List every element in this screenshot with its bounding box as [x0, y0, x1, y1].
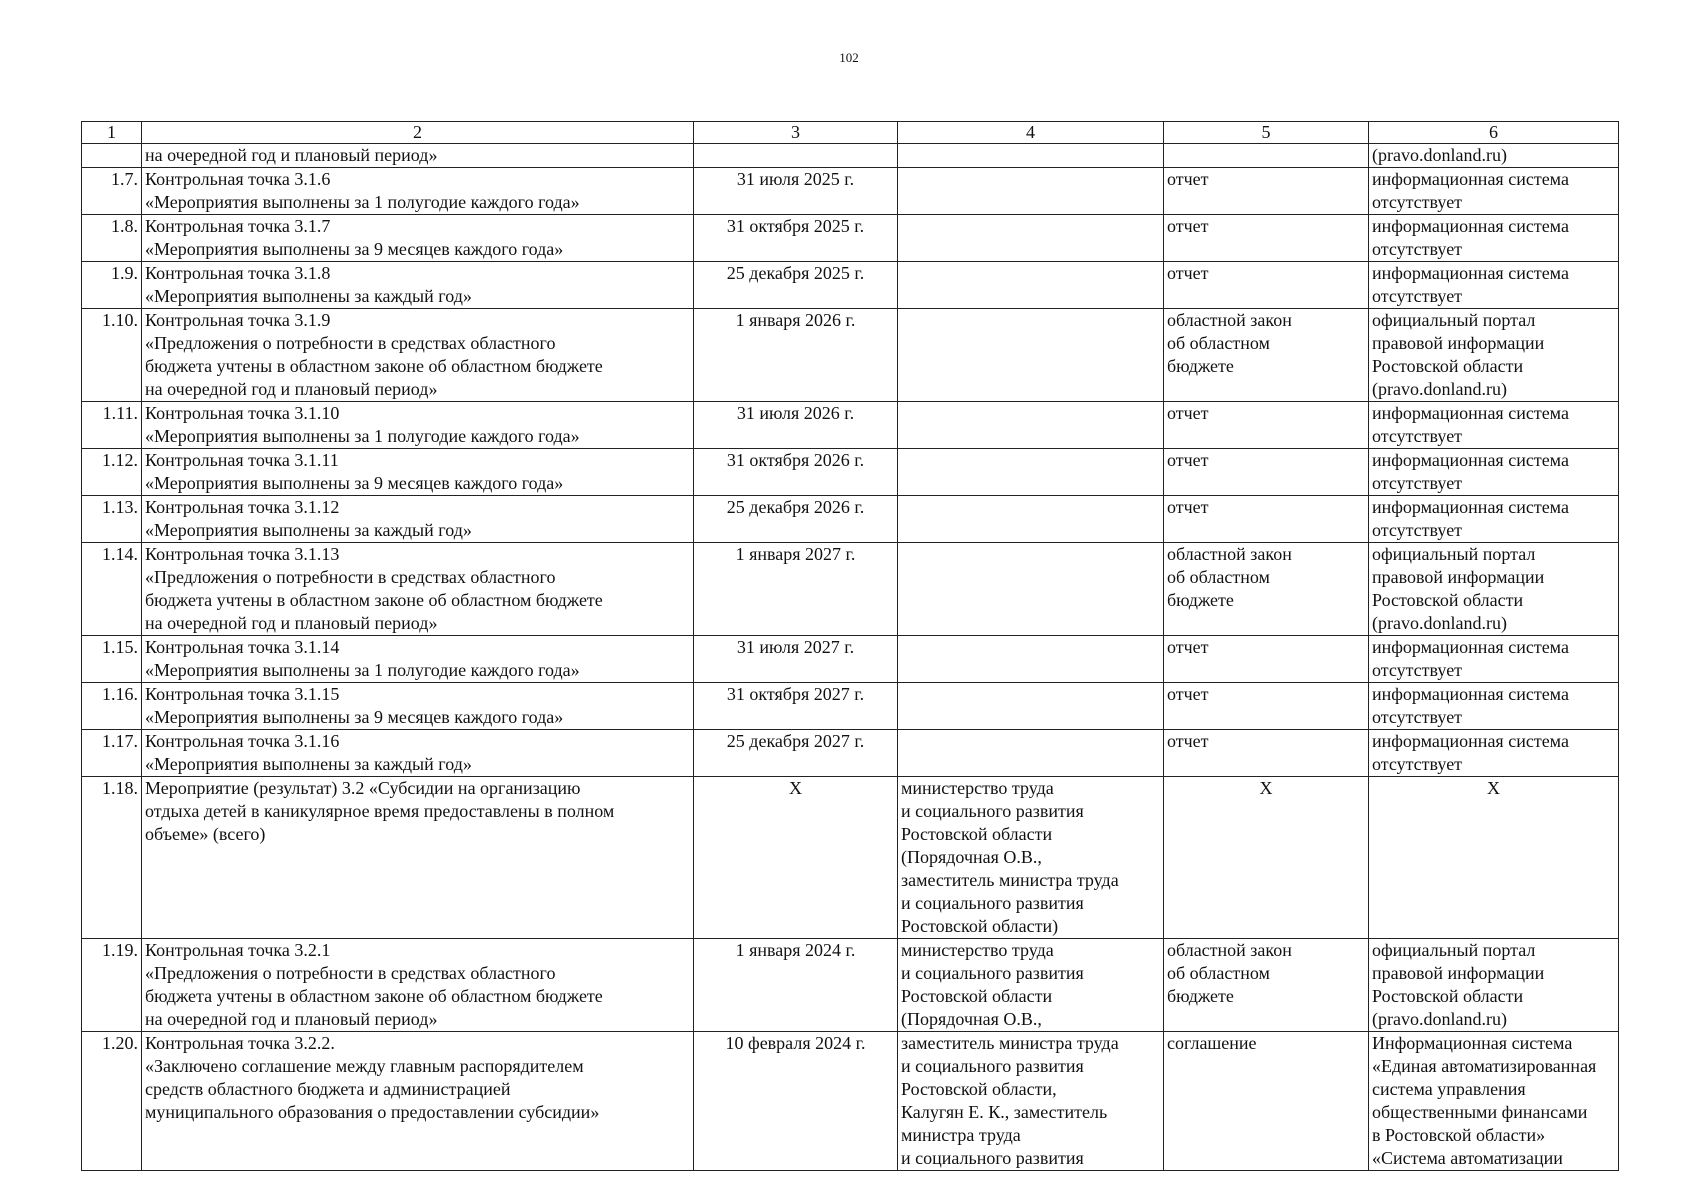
cell-line: отчет	[1167, 684, 1209, 704]
cell-line: 1.17.	[102, 731, 138, 751]
row-responsible	[898, 262, 1164, 309]
cell-line: бюджета учтены в областном законе об областном бюджете	[145, 986, 603, 1006]
cell-line: «Мероприятия выполнены за 1 полугодие каждого года»	[145, 192, 580, 212]
cell-line: Контрольная точка 3.1.14	[145, 637, 340, 657]
row-description	[142, 683, 694, 730]
row-number	[82, 730, 142, 777]
row-responsible	[898, 543, 1164, 636]
cell-line: муниципального образования о предоставлении субсидии»	[145, 1102, 600, 1122]
row-responsible	[898, 939, 1164, 1032]
cell-line: бюджете	[1167, 590, 1234, 610]
row-information-system	[1369, 636, 1619, 683]
header-cell-1: 1	[82, 122, 142, 144]
cell-line: отчет	[1167, 637, 1209, 657]
cell-line: «Предложения о потребности в средствах областного	[145, 963, 556, 983]
control-points-table	[81, 121, 1619, 1171]
table-row	[82, 449, 1619, 496]
cell-line: отсутствует	[1372, 473, 1463, 493]
row-document	[1164, 496, 1369, 543]
row-document	[1164, 144, 1369, 168]
row-description	[142, 449, 694, 496]
cell-line: 1.14.	[102, 544, 138, 564]
cell-line: информационная система	[1372, 497, 1569, 517]
cell-line: 1.15.	[102, 637, 138, 657]
header-cell-5: 5	[1164, 122, 1369, 144]
cell-line: Контрольная точка 3.1.11	[145, 450, 339, 470]
cell-line: соглашение	[1167, 1033, 1257, 1053]
cell-line: «Мероприятия выполнены за 1 полугодие каждого года»	[145, 426, 580, 446]
row-responsible	[898, 309, 1164, 402]
cell-line: отчет	[1167, 263, 1209, 283]
row-information-system	[1369, 496, 1619, 543]
cell-line: министерство труда	[901, 778, 1054, 798]
row-number	[82, 1032, 142, 1171]
cell-line: информационная система	[1372, 169, 1569, 189]
row-information-system	[1369, 449, 1619, 496]
row-document	[1164, 168, 1369, 215]
cell-line: «Мероприятия выполнены за 9 месяцев каждого года»	[145, 239, 564, 259]
row-number	[82, 939, 142, 1032]
cell-line: заместитель министра труда	[901, 1033, 1119, 1053]
cell-line: система управления	[1372, 1079, 1526, 1099]
cell-line: 10 февраля 2024 г.	[725, 1033, 866, 1053]
cell-line: отчет	[1167, 450, 1209, 470]
row-responsible	[898, 496, 1164, 543]
cell-line: 1.12.	[102, 450, 138, 470]
row-document	[1164, 262, 1369, 309]
cell-line: областной закон	[1167, 544, 1292, 564]
row-information-system	[1369, 777, 1619, 939]
row-number	[82, 262, 142, 309]
row-responsible	[898, 144, 1164, 168]
cell-line: бюджете	[1167, 986, 1234, 1006]
row-information-system	[1369, 730, 1619, 777]
row-description	[142, 496, 694, 543]
row-date	[694, 144, 898, 168]
row-description	[142, 1032, 694, 1171]
cell-line: информационная система	[1372, 263, 1569, 283]
table-row	[82, 1032, 1619, 1171]
cell-line: правовой информации	[1372, 963, 1545, 983]
cell-line: бюджете	[1167, 356, 1234, 376]
cell-line: отсутствует	[1372, 192, 1463, 212]
row-number	[82, 215, 142, 262]
row-information-system	[1369, 309, 1619, 402]
row-number	[82, 636, 142, 683]
cell-line: 31 июля 2027 г.	[736, 637, 855, 657]
cell-line: и социального развития	[901, 801, 1084, 821]
cell-line: 25 декабря 2026 г.	[726, 497, 865, 517]
row-document	[1164, 402, 1369, 449]
row-date	[694, 730, 898, 777]
cell-line: 25 декабря 2027 г.	[726, 731, 865, 751]
cell-line: информационная система	[1372, 684, 1569, 704]
cell-line: 31 октября 2026 г.	[726, 450, 865, 470]
row-number	[82, 309, 142, 402]
header-cell-4: 4	[898, 122, 1164, 144]
row-responsible	[898, 777, 1164, 939]
cell-line: на очередной год и плановый период»	[145, 379, 438, 399]
cell-line: 31 июля 2026 г.	[736, 403, 855, 423]
cell-line: об областном	[1167, 963, 1270, 983]
cell-line: (pravo.donland.ru)	[1372, 1009, 1507, 1029]
cell-line: бюджета учтены в областном законе об областном бюджете	[145, 590, 603, 610]
cell-line: (Порядочная О.В.,	[901, 1009, 1042, 1029]
cell-line: X	[789, 778, 802, 798]
row-document	[1164, 939, 1369, 1032]
cell-line: официальный портал	[1372, 940, 1536, 960]
header-cell-2: 2	[142, 122, 694, 144]
cell-line: Контрольная точка 3.1.10	[145, 403, 340, 423]
cell-line: официальный портал	[1372, 544, 1536, 564]
cell-line: министра труда	[901, 1125, 1021, 1145]
cell-line: и социального развития	[901, 1056, 1084, 1076]
row-number	[82, 144, 142, 168]
cell-line: 25 декабря 2025 г.	[726, 263, 865, 283]
cell-line: отчет	[1167, 731, 1209, 751]
row-date	[694, 636, 898, 683]
row-date	[694, 168, 898, 215]
cell-line: 1.8.	[111, 216, 138, 236]
cell-line: на очередной год и плановый период»	[145, 145, 438, 165]
row-number	[82, 402, 142, 449]
table-row	[82, 636, 1619, 683]
row-information-system	[1369, 683, 1619, 730]
row-document	[1164, 636, 1369, 683]
cell-line: X	[1487, 778, 1500, 798]
cell-line: отчет	[1167, 403, 1209, 423]
cell-line: заместитель министра труда	[901, 870, 1119, 890]
cell-line: отсутствует	[1372, 707, 1463, 727]
row-description	[142, 402, 694, 449]
cell-line: информационная система	[1372, 403, 1569, 423]
cell-line: информационная система	[1372, 637, 1569, 657]
table-row	[82, 730, 1619, 777]
row-document	[1164, 730, 1369, 777]
cell-line: X	[1259, 778, 1273, 798]
cell-line: Контрольная точка 3.2.2.	[145, 1033, 335, 1053]
row-number	[82, 543, 142, 636]
cell-line: областной закон	[1167, 940, 1292, 960]
cell-line: бюджета учтены в областном законе об областном бюджете	[145, 356, 603, 376]
row-document	[1164, 215, 1369, 262]
cell-line: 31 октября 2025 г.	[726, 216, 865, 236]
cell-line: отсутствует	[1372, 754, 1463, 774]
row-information-system	[1369, 215, 1619, 262]
table-row	[82, 939, 1619, 1032]
table-row	[82, 262, 1619, 309]
table-row	[82, 144, 1619, 168]
cell-line: отчет	[1167, 169, 1209, 189]
row-document	[1164, 543, 1369, 636]
cell-line: «Мероприятия выполнены за каждый год»	[145, 520, 472, 540]
cell-line: Ростовской области	[901, 824, 1053, 844]
table-row	[82, 309, 1619, 402]
row-date	[694, 496, 898, 543]
cell-line: «Мероприятия выполнены за каждый год»	[145, 286, 472, 306]
cell-line: Ростовской области)	[901, 916, 1059, 936]
cell-line: Контрольная точка 3.1.16	[145, 731, 340, 751]
cell-line: Мероприятие (результат) 3.2 «Субсидии на организацию	[145, 778, 581, 798]
cell-line: об областном	[1167, 333, 1270, 353]
table-row	[82, 168, 1619, 215]
cell-line: 1.19.	[102, 940, 138, 960]
cell-line: «Мероприятия выполнены за каждый год»	[145, 754, 472, 774]
cell-line: и социального развития	[901, 1148, 1084, 1168]
row-responsible	[898, 449, 1164, 496]
cell-line: (pravo.donland.ru)	[1372, 613, 1507, 633]
cell-line: (pravo.donland.ru)	[1372, 145, 1507, 165]
cell-line: 1 января 2027 г.	[735, 544, 856, 564]
row-number	[82, 168, 142, 215]
row-date	[694, 309, 898, 402]
cell-line: отчет	[1167, 216, 1209, 236]
cell-line: Калугян Е. К., заместитель	[901, 1102, 1108, 1122]
cell-line: информационная система	[1372, 216, 1569, 236]
table-row	[82, 496, 1619, 543]
cell-line: 1.18.	[102, 778, 138, 798]
cell-line: 31 октября 2027 г.	[726, 684, 865, 704]
cell-line: 31 июля 2025 г.	[736, 169, 855, 189]
row-description	[142, 309, 694, 402]
cell-line: Контрольная точка 3.1.9	[145, 310, 331, 330]
cell-line: Ростовской области,	[901, 1079, 1057, 1099]
row-date	[694, 777, 898, 939]
cell-line: 1.13.	[102, 497, 138, 517]
cell-line: «Предложения о потребности в средствах областного	[145, 333, 556, 353]
table-body	[82, 122, 1619, 1171]
row-responsible	[898, 730, 1164, 777]
header-cell-6: 6	[1369, 122, 1619, 144]
cell-line: в Ростовской области»	[1372, 1125, 1546, 1145]
row-date	[694, 1032, 898, 1171]
cell-line: информационная система	[1372, 731, 1569, 751]
cell-line: об областном	[1167, 567, 1270, 587]
cell-line: отсутствует	[1372, 520, 1463, 540]
page-number: 102	[839, 50, 859, 65]
cell-line: отдыха детей в каникулярное время предоставлены в полном	[145, 801, 615, 821]
row-responsible	[898, 402, 1164, 449]
cell-line: отсутствует	[1372, 239, 1463, 259]
cell-line: 1.11.	[102, 403, 138, 423]
cell-line: 1.7.	[111, 169, 138, 189]
row-description	[142, 215, 694, 262]
row-description	[142, 636, 694, 683]
cell-line: 1.9.	[111, 263, 138, 283]
row-date	[694, 683, 898, 730]
cell-line: Ростовской области	[1372, 356, 1524, 376]
cell-line: официальный портал	[1372, 310, 1536, 330]
row-document	[1164, 777, 1369, 939]
row-number	[82, 683, 142, 730]
header-row	[82, 122, 1619, 144]
cell-line: отчет	[1167, 497, 1209, 517]
row-description	[142, 939, 694, 1032]
cell-line: Контрольная точка 3.1.6	[145, 169, 331, 189]
cell-line: министерство труда	[901, 940, 1054, 960]
cell-line: отсутствует	[1372, 286, 1463, 306]
cell-line: Контрольная точка 3.1.15	[145, 684, 340, 704]
cell-line: Контрольная точка 3.2.1	[145, 940, 331, 960]
cell-line: «Мероприятия выполнены за 9 месяцев каждого года»	[145, 473, 564, 493]
row-date	[694, 543, 898, 636]
row-information-system	[1369, 402, 1619, 449]
cell-line: средств областного бюджета и администрацией	[145, 1079, 511, 1099]
row-description	[142, 543, 694, 636]
cell-line: отсутствует	[1372, 426, 1463, 446]
cell-line: 1 января 2026 г.	[735, 310, 856, 330]
cell-line: информационная система	[1372, 450, 1569, 470]
row-number	[82, 777, 142, 939]
cell-line: и социального развития	[901, 893, 1084, 913]
cell-line: объеме» (всего)	[145, 824, 266, 844]
row-responsible	[898, 215, 1164, 262]
cell-line: «Мероприятия выполнены за 1 полугодие каждого года»	[145, 660, 580, 680]
row-responsible	[898, 168, 1164, 215]
table-row	[82, 402, 1619, 449]
header-cell-3: 3	[694, 122, 898, 144]
cell-line: областной закон	[1167, 310, 1292, 330]
table-row	[82, 215, 1619, 262]
row-information-system	[1369, 939, 1619, 1032]
cell-line: (Порядочная О.В.,	[901, 847, 1042, 867]
row-description	[142, 168, 694, 215]
row-document	[1164, 1032, 1369, 1171]
cell-line: Ростовской области	[901, 986, 1053, 1006]
cell-line: на очередной год и плановый период»	[145, 613, 438, 633]
row-responsible	[898, 683, 1164, 730]
row-document	[1164, 683, 1369, 730]
row-date	[694, 939, 898, 1032]
row-number	[82, 449, 142, 496]
cell-line: Контрольная точка 3.1.8	[145, 263, 331, 283]
row-description	[142, 262, 694, 309]
table-row	[82, 777, 1619, 939]
cell-line: правовой информации	[1372, 567, 1545, 587]
cell-line: правовой информации	[1372, 333, 1545, 353]
row-responsible	[898, 636, 1164, 683]
cell-line: «Предложения о потребности в средствах областного	[145, 567, 556, 587]
cell-line: Контрольная точка 3.1.12	[145, 497, 340, 517]
cell-line: «Мероприятия выполнены за 9 месяцев каждого года»	[145, 707, 564, 727]
row-date	[694, 215, 898, 262]
cell-line: отсутствует	[1372, 660, 1463, 680]
row-information-system	[1369, 262, 1619, 309]
row-date	[694, 262, 898, 309]
cell-line: Ростовской области	[1372, 590, 1524, 610]
row-information-system	[1369, 168, 1619, 215]
cell-line: на очередной год и плановый период»	[145, 1009, 438, 1029]
row-date	[694, 402, 898, 449]
row-document	[1164, 309, 1369, 402]
row-information-system	[1369, 144, 1619, 168]
row-information-system	[1369, 1032, 1619, 1171]
row-document	[1164, 449, 1369, 496]
cell-line: 1.10.	[102, 310, 138, 330]
cell-line: «Заключено соглашение между главным распорядителем	[145, 1056, 584, 1076]
row-description	[142, 730, 694, 777]
row-responsible	[898, 1032, 1164, 1171]
row-description	[142, 777, 694, 939]
cell-line: Ростовской области	[1372, 986, 1524, 1006]
cell-line: Контрольная точка 3.1.13	[145, 544, 340, 564]
cell-line: (pravo.donland.ru)	[1372, 379, 1507, 399]
cell-line: общественными финансами	[1372, 1102, 1588, 1122]
table-row	[82, 683, 1619, 730]
cell-line: и социального развития	[901, 963, 1084, 983]
cell-line: 1.16.	[102, 684, 138, 704]
cell-line: «Система автоматизации	[1372, 1148, 1563, 1168]
row-description	[142, 144, 694, 168]
row-information-system	[1369, 543, 1619, 636]
cell-line: 1 января 2024 г.	[735, 940, 856, 960]
table-row	[82, 543, 1619, 636]
cell-line: Контрольная точка 3.1.7	[145, 216, 331, 236]
cell-line: 1.20.	[102, 1033, 138, 1053]
cell-line: Информационная система	[1372, 1033, 1573, 1053]
row-number	[82, 496, 142, 543]
cell-line: «Единая автоматизированная	[1372, 1056, 1597, 1076]
row-date	[694, 449, 898, 496]
